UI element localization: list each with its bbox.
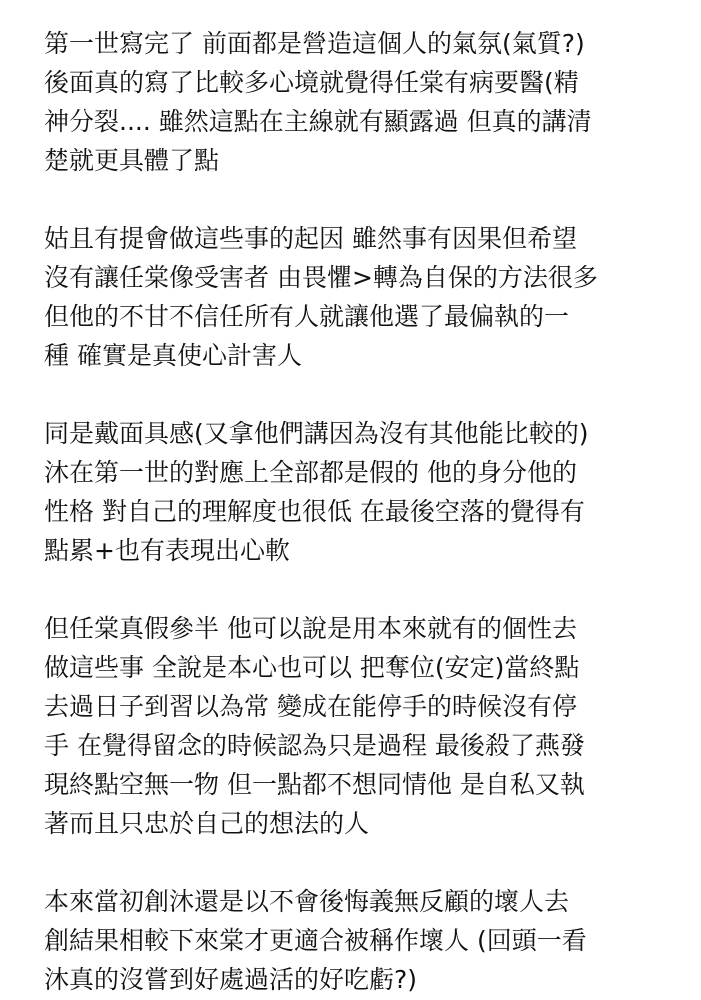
note-body xyxy=(44,24,684,999)
paragraph-3 xyxy=(44,414,684,570)
text-line: 神分裂.... 雖然這點在主線就有顯露過 但真的講清 xyxy=(44,107,592,136)
text-line: 手 在覺得留念的時候認為只是過程 最後殺了燕發 xyxy=(44,731,585,760)
text-line: 後面真的寫了比較多心境就覺得任棠有病要醫(精 xyxy=(44,68,579,97)
text-line: 性格 對自己的理解度也很低 在最後空落的覺得有 xyxy=(44,497,585,526)
text-line: 著而且只忠於自己的想法的人 xyxy=(44,809,370,838)
text-line: 第一世寫完了 前面都是營造這個人的氣氛(氣質?) xyxy=(44,29,585,58)
text-line: 種 確實是真使心計害人 xyxy=(44,341,302,370)
paragraph-4 xyxy=(44,609,684,843)
text-line: 做這些事 全說是本心也可以 把奪位(安定)當終點 xyxy=(44,653,580,682)
text-line: 沐在第一世的對應上全部都是假的 他的身分他的 xyxy=(44,458,577,487)
text-line: 沒有讓任棠像受害者 由畏懼>轉為自保的方法很多 xyxy=(44,263,598,292)
text-line: 沐真的沒嘗到好處過活的好吃虧?) xyxy=(44,965,418,994)
paragraph-1 xyxy=(44,24,684,180)
text-line: 創結果相較下來棠才更適合被稱作壞人 (回頭一看 xyxy=(44,926,587,955)
text-line: 楚就更具體了點 xyxy=(44,146,220,175)
paragraph-5 xyxy=(44,882,684,999)
text-line: 點累+也有表現出心軟 xyxy=(44,536,290,565)
text-line: 同是戴面具感(又拿他們講因為沒有其他能比較的) xyxy=(44,419,589,448)
text-line: 姑且有提會做這些事的起因 雖然事有因果但希望 xyxy=(44,224,577,253)
text-line: 但任棠真假參半 他可以說是用本來就有的個性去 xyxy=(44,614,577,643)
text-line: 但他的不甘不信任所有人就讓他選了最偏執的一 xyxy=(44,302,570,331)
text-line: 去過日子到習以為常 變成在能停手的時候沒有停 xyxy=(44,692,577,721)
text-line: 本來當初創沐還是以不會後悔義無反顧的壞人去 xyxy=(44,887,570,916)
paragraph-2 xyxy=(44,219,684,375)
text-line: 現終點空無一物 但一點都不想同情他 是自私又執 xyxy=(44,770,585,799)
